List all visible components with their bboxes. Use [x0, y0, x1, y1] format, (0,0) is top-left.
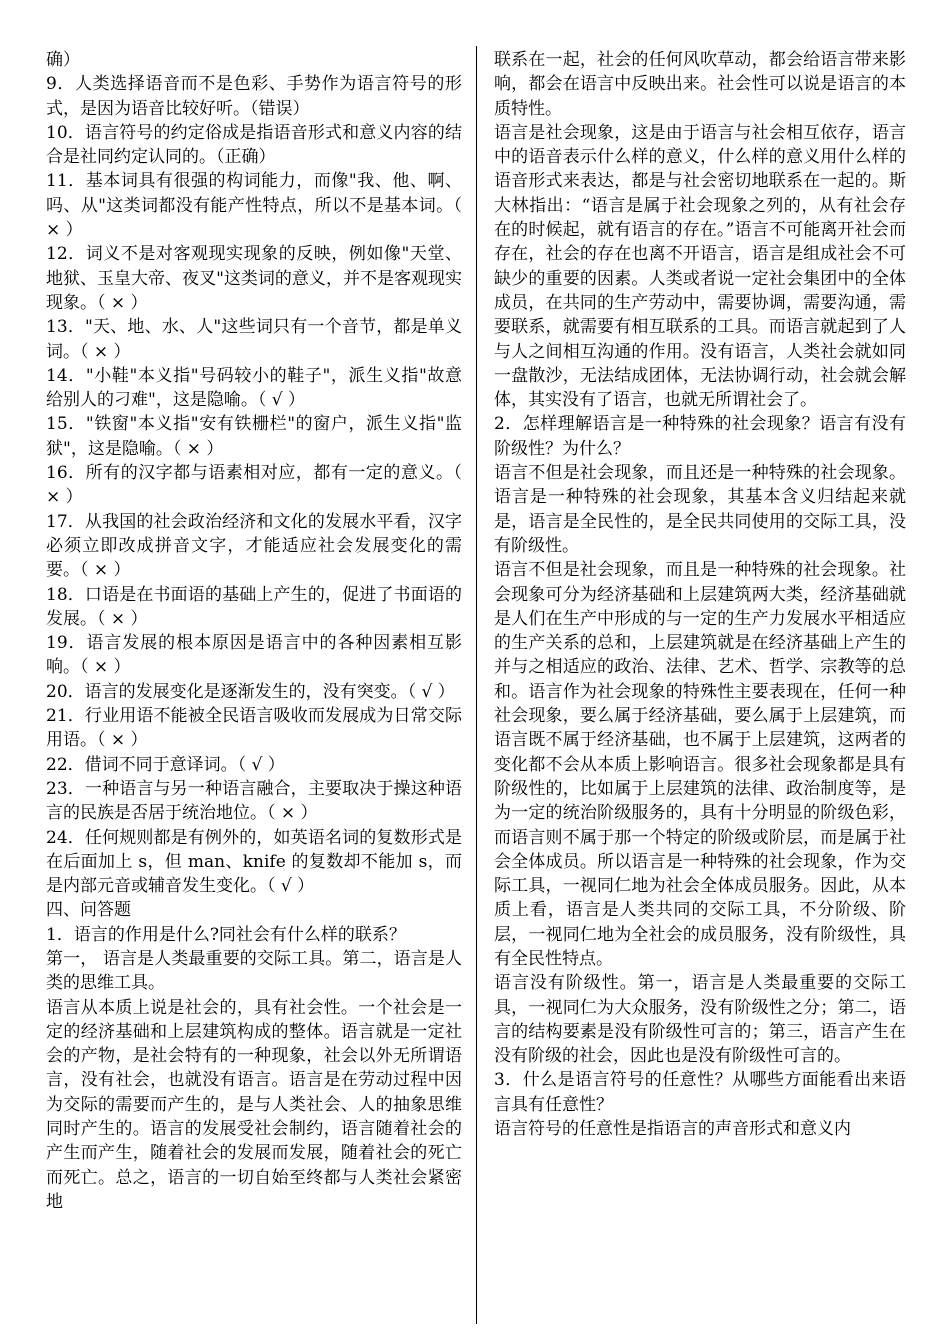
paragraph: 第一， 语言是人类最重要的交际工具。第二，语言是人类的思维工具。 [46, 948, 462, 994]
paragraph: 语言符号的任意性是指语言的声音形式和意义内 [494, 1119, 851, 1140]
paragraph: 确） [46, 50, 80, 70]
paragraph: 13．"天、地、水、人"这些词只有一个音节，都是单义词。（ × ） [46, 317, 462, 362]
left-column [46, 48, 468, 1214]
paragraph: 语言是社会现象，这是由于语言与社会相互依存，语言中的语音表示什么样的意义，什么样的意义用什么样的语音形式来表达，都是与社会密切地联系在一起的。斯大林指出：“语言是属于社会现象之列的，从有社会存在的时候起，就有语言的存在。”语言不可能离开社会而存在，社会的存在也离不开语言，语言是组成社会不可缺少的重要的因素。人类或者说一定社会集团中的全体成员，在共同的生产劳动中，需要协调，需要沟通，需要联系，就需要有相互联系的工具。而语言就起到了人与人之间相互沟通的作用。没有语言，人类社会就如同一盘散沙，无法结成团体，无法协调行动，社会就会解体，其实没有了语言，也就无所谓社会了。 [494, 122, 906, 411]
paragraph: 12．词义不是对客观现实现象的反映，例如像"天堂、地狱、玉皇大帝、夜叉"这类词的意义，并不是客观现实现象。（ × ） [46, 244, 462, 313]
section-heading: 四、问答题 [46, 900, 131, 921]
paragraph: 14．"小鞋"本义指"号码较小的鞋子"，派生义指"故意给别人的刁难"，这是隐喻。（ √ ） [46, 365, 462, 411]
column-divider [476, 46, 477, 1324]
paragraph: 19．语言发展的根本原因是语言中的各种因素相互影响。（ × ） [46, 633, 462, 678]
paragraph: 21．行业用语不能被全民语言吸收而发展成为日常交际用语。（ × ） [46, 706, 462, 751]
paragraph: 15．"铁窗"本义指"安有铁栅栏"的窗户，派生义指"监狱"，这是隐喻。（ × ） [46, 414, 462, 459]
question: 3．什么是语言符号的任意性？从哪些方面能看出来语言具有任意性？ [494, 1070, 906, 1115]
paragraph: 24．任何规则都是有例外的，如英语名词的复数形式是在后面加上 s，但 man、knife 的复数却不能加 s，而是内部元音或辅音发生变化。（ √ ） [46, 827, 462, 897]
paragraph: 联系在一起，社会的任何风吹草动，都会给语言带来影响，都会在语言中反映出来。社会性可以说是语言的本质特性。 [494, 50, 906, 119]
paragraph: 语言不但是社会现象，而且是一种特殊的社会现象。社会现象可分为经济基础和上层建筑两大类，经济基础就是人们在生产中形成的与一定的生产力发展水平相适应的生产关系的总和，上层建筑就是在经济基础上产生的并与之相适应的政治、法律、艺术、哲学、宗教等的总和。语言作为社会现象的特殊性主要表现在，任何一种社会现象，要么属于经济基础，要么属于上层建筑，而语言既不属于经济基础，也不属于上层建筑，这两者的变化都不会从本质上影响语言。很多社会现象都是具有阶级性的，比如属于上层建筑的法律、政治制度等，是为一定的统治阶级服务的，具有十分明显的阶级色彩，而语言则不属于那一个特定的阶级或阶层，而是属于社会全体成员。所以语言是一种特殊的社会现象，作为交际工具，一视同仁地为社会全体成员服务。因此，从本质上看，语言是人类共同的交际工具，不分阶级、阶层，一视同仁地为全社会的成员服务，没有阶级性，具有全民性特点。 [494, 560, 906, 969]
paragraph: 语言没有阶级性。第一，语言是人类最重要的交际工具，一视同仁为大众服务，没有阶级性之分；第二，语言的结构要素是没有阶级性可言的；第三，语言产生在没有阶级的社会，因此也是没有阶级性可言的。 [494, 973, 906, 1067]
paragraph: 23．一种语言与另一种语言融合，主要取决于操这种语言的民族是否居于统治地位。（ × ） [46, 778, 462, 824]
paragraph: 语言不但是社会现象，而且还是一种特殊的社会现象。语言是一种特殊的社会现象，其基本含义归结起来就是，语言是全民性的，是全民共同使用的交际工具，没有阶级性。 [494, 463, 906, 556]
paragraph: 18．口语是在书面语的基础上产生的，促进了书面语的发展。（ × ） [46, 584, 462, 629]
paragraph: 22．借词不同于意译词。（ √ ） [46, 754, 285, 775]
paragraph: 17．从我国的社会政治经济和文化的发展水平看，汉字必须立即改成拼音文字，才能适应社会发展变化的需要。（ × ） [46, 511, 462, 581]
paragraph: 10．语言符号的约定俗成是指语音形式和意义内容的结合是社同约定认同的。（正确） [46, 122, 462, 168]
paragraph: 16．所有的汉字都与语素相对应，都有一定的意义。（ × ） [46, 463, 468, 508]
question: 2．怎样理解语言是一种特殊的社会现象？语言有没有阶级性？为什么？ [494, 414, 906, 459]
paragraph: 20．语言的发展变化是逐渐发生的，没有突变。（ √ ） [46, 681, 455, 702]
paragraph: 语言从本质上说是社会的，具有社会性。一个社会是一定的经济基础和上层建筑构成的整体。语言就是一定社会的产物，是社会特有的一种现象，社会以外无所谓语言，没有社会，也就没有语言。语言是在劳动过程中因为交际的需要而产生的，是与人类社会、人的抽象思维同时产生的。语言的发展受社会制约，语言随着社会的产生而产生，随着社会的发展而发展，随着社会的死亡而死亡。总之，语言的一切自始至终都与人类社会紧密地 [46, 997, 462, 1212]
paragraph: 11．基本词具有很强的构词能力，而像"我、他、啊、吗、从"这类词都没有能产性特点，所以不是基本词。（ × ） [46, 171, 468, 241]
question: 1．语言的作用是什么?同社会有什么样的联系？ [46, 924, 406, 945]
right-column [494, 48, 906, 1141]
paragraph: 9．人类选择语音而不是色彩、手势作为语言符号的形式，是因为语音比较好听。（错误） [46, 74, 462, 119]
